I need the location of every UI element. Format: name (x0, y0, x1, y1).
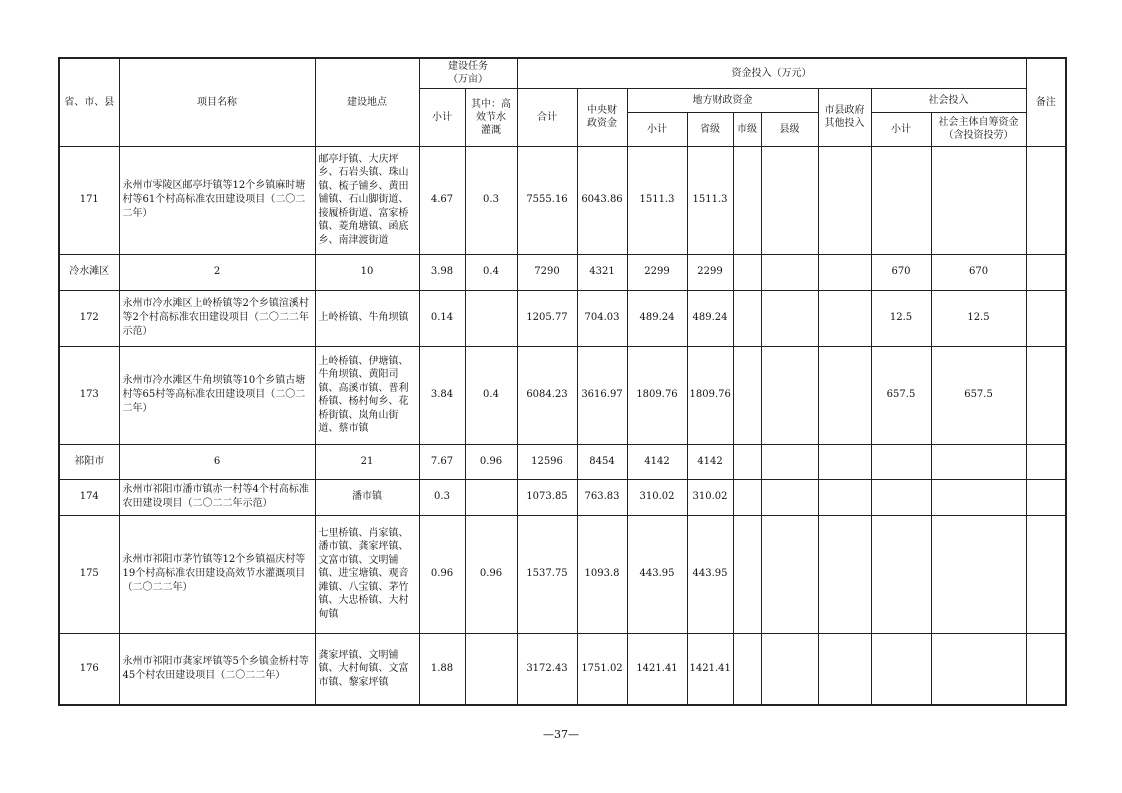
cell-total: 7555.16 (517, 146, 577, 254)
cell-county (761, 633, 818, 705)
cell-social-self (931, 444, 1026, 479)
cell-central: 1093.8 (577, 515, 627, 633)
cell-city (733, 254, 761, 290)
cell-local-subtotal: 443.95 (627, 515, 687, 633)
header-local-fiscal: 地方财政资金 (627, 88, 818, 112)
cell-remarks (1026, 444, 1066, 479)
cell-remarks (1026, 633, 1066, 705)
cell-central: 1751.02 (577, 633, 627, 705)
cell-local-subtotal: 489.24 (627, 290, 687, 346)
cell-social-subtotal (871, 444, 931, 479)
cell-other (818, 146, 871, 254)
table-row (59, 515, 1066, 633)
header-county-level: 县级 (761, 112, 818, 146)
cell-social-subtotal: 12.5 (871, 290, 931, 346)
cell-task-subtotal: 0.96 (419, 515, 465, 633)
cell-city (733, 479, 761, 515)
cell-social-self: 657.5 (931, 346, 1026, 444)
cell-provincial: 1421.41 (687, 633, 733, 705)
table-row (59, 346, 1066, 444)
cell-local-subtotal: 310.02 (627, 479, 687, 515)
cell-total: 1537.75 (517, 515, 577, 633)
cell-social-self (931, 146, 1026, 254)
table-row (59, 254, 1066, 290)
cell-location: 潘市镇 (315, 479, 419, 515)
cell-social-self (931, 479, 1026, 515)
header-region: 省、市、县 (59, 58, 119, 146)
cell-city (733, 444, 761, 479)
header-task-subtotal: 小计 (419, 88, 465, 146)
cell-task-efficient: 0.96 (465, 515, 517, 633)
cell-local-subtotal: 1511.3 (627, 146, 687, 254)
header-location: 建设地点 (315, 58, 419, 146)
cell-task-subtotal: 7.67 (419, 444, 465, 479)
cell-location: 上岭桥镇、牛角坝镇 (315, 290, 419, 346)
table-row (59, 633, 1066, 705)
cell-task-efficient (465, 290, 517, 346)
table-row (59, 146, 1066, 254)
cell-social-subtotal (871, 515, 931, 633)
cell-location-count: 21 (315, 444, 419, 479)
cell-project-name: 永州市零陵区邮亭圩镇等12个乡镇麻时塘村等61个村高标准农田建设项目（二〇二二年） (119, 146, 315, 254)
cell-city (733, 290, 761, 346)
cell-provincial: 310.02 (687, 479, 733, 515)
cell-social-self: 670 (931, 254, 1026, 290)
cell-social-subtotal (871, 633, 931, 705)
cell-location: 七里桥镇、肖家镇、潘市镇、龚家坪镇、文富市镇、文明铺镇、进宝塘镇、观音滩镇、八宝镇、茅竹镇、大忠桥镇、大村甸镇 (315, 515, 419, 633)
cell-region: 172 (59, 290, 119, 346)
cell-central: 704.03 (577, 290, 627, 346)
cell-provincial: 1511.3 (687, 146, 733, 254)
header-central: 中央财 政资金 (577, 88, 627, 146)
cell-remarks (1026, 346, 1066, 444)
cell-county (761, 346, 818, 444)
cell-local-subtotal: 1421.41 (627, 633, 687, 705)
cell-total: 6084.23 (517, 346, 577, 444)
cell-provincial: 1809.76 (687, 346, 733, 444)
cell-task-efficient: 0.4 (465, 254, 517, 290)
cell-region: 173 (59, 346, 119, 444)
cell-task-efficient: 0.96 (465, 444, 517, 479)
cell-task-subtotal: 3.98 (419, 254, 465, 290)
table-row (59, 479, 1066, 515)
header-project-name: 项目名称 (119, 58, 315, 146)
cell-total: 3172.43 (517, 633, 577, 705)
cell-task-subtotal: 3.84 (419, 346, 465, 444)
project-funding-table (58, 57, 1067, 706)
header-task: 建设任务 （万亩） (419, 58, 517, 88)
header-city-level: 市级 (733, 112, 761, 146)
header-local-subtotal: 小计 (627, 112, 687, 146)
cell-project-name: 永州市祁阳市茅竹镇等12个乡镇福庆村等19个村高标准农田建设高效节水灌溉项目（二〇二二年） (119, 515, 315, 633)
cell-total: 12596 (517, 444, 577, 479)
header-funds: 资金投入（万元） (517, 58, 1026, 88)
cell-provincial: 443.95 (687, 515, 733, 633)
cell-task-subtotal: 0.14 (419, 290, 465, 346)
cell-other (818, 633, 871, 705)
cell-other (818, 254, 871, 290)
cell-provincial: 489.24 (687, 290, 733, 346)
cell-social-subtotal (871, 146, 931, 254)
cell-social-subtotal (871, 479, 931, 515)
cell-social-self: 12.5 (931, 290, 1026, 346)
cell-city (733, 515, 761, 633)
table-row (59, 444, 1066, 479)
cell-local-subtotal: 2299 (627, 254, 687, 290)
cell-project-name: 永州市冷水滩区牛角坝镇等10个乡镇古塘村等65村等高标准农田建设项目（二〇二二年） (119, 346, 315, 444)
cell-project-name: 永州市冷水滩区上岭桥镇等2个乡镇渲溪村等2个村高标准农田建设项目（二〇二二年示范） (119, 290, 315, 346)
header-social: 社会投入 (871, 88, 1026, 112)
cell-region: 171 (59, 146, 119, 254)
cell-task-efficient: 0.4 (465, 346, 517, 444)
cell-project-count: 2 (119, 254, 315, 290)
table-row (59, 290, 1066, 346)
cell-other (818, 444, 871, 479)
cell-remarks (1026, 515, 1066, 633)
cell-county (761, 479, 818, 515)
header-funds-total: 合计 (517, 88, 577, 146)
cell-other (818, 479, 871, 515)
cell-city (733, 346, 761, 444)
cell-other (818, 290, 871, 346)
cell-total: 1205.77 (517, 290, 577, 346)
cell-central: 763.83 (577, 479, 627, 515)
cell-task-efficient: 0.3 (465, 146, 517, 254)
header-remarks: 备注 (1026, 58, 1066, 146)
page-number: —37— (543, 728, 579, 741)
cell-remarks (1026, 146, 1066, 254)
cell-task-efficient (465, 479, 517, 515)
cell-remarks (1026, 290, 1066, 346)
cell-location: 上岭桥镇、伊塘镇、牛角坝镇、黄阳司镇、高溪市镇、普利桥镇、杨村甸乡、花桥街镇、岚角山街道、蔡市镇 (315, 346, 419, 444)
cell-central: 6043.86 (577, 146, 627, 254)
cell-local-subtotal: 1809.76 (627, 346, 687, 444)
cell-location: 邮亭圩镇、大庆坪乡、石岩头镇、珠山镇、梳子铺乡、黄田铺镇、石山脚街道、接履桥街道、富家桥镇、菱角塘镇、函底乡、南津渡街道 (315, 146, 419, 254)
cell-region: 祁阳市 (59, 444, 119, 479)
cell-provincial: 2299 (687, 254, 733, 290)
cell-other (818, 515, 871, 633)
cell-region: 174 (59, 479, 119, 515)
cell-social-subtotal: 670 (871, 254, 931, 290)
cell-task-subtotal: 1.88 (419, 633, 465, 705)
cell-local-subtotal: 4142 (627, 444, 687, 479)
cell-total: 7290 (517, 254, 577, 290)
cell-region: 176 (59, 633, 119, 705)
cell-county (761, 254, 818, 290)
cell-social-self (931, 633, 1026, 705)
cell-social-subtotal: 657.5 (871, 346, 931, 444)
cell-project-name: 永州市祁阳市潘市镇赤一村等4个村高标准农田建设项目（二〇二二年示范） (119, 479, 315, 515)
cell-other (818, 346, 871, 444)
cell-provincial: 4142 (687, 444, 733, 479)
cell-county (761, 146, 818, 254)
cell-county (761, 444, 818, 479)
header-social-subtotal: 小计 (871, 112, 931, 146)
cell-central: 4321 (577, 254, 627, 290)
cell-task-subtotal: 0.3 (419, 479, 465, 515)
cell-project-count: 6 (119, 444, 315, 479)
cell-location-count: 10 (315, 254, 419, 290)
cell-remarks (1026, 254, 1066, 290)
cell-task-efficient (465, 633, 517, 705)
header-social-self: 社会主体自筹资金 （含投资投劳） (931, 112, 1026, 146)
cell-remarks (1026, 479, 1066, 515)
cell-county (761, 290, 818, 346)
cell-task-subtotal: 4.67 (419, 146, 465, 254)
cell-central: 8454 (577, 444, 627, 479)
header-task-efficient: 其中：高 效节水 灌溉 (465, 88, 517, 146)
header-provincial: 省级 (687, 112, 733, 146)
cell-central: 3616.97 (577, 346, 627, 444)
cell-total: 1073.85 (517, 479, 577, 515)
header-city-county-other: 市县政府 其他投入 (818, 88, 871, 146)
cell-project-name: 永州市祁阳市龚家坪镇等5个乡镇金桥村等45个村农田建设项目（二〇二二年） (119, 633, 315, 705)
cell-city (733, 146, 761, 254)
cell-city (733, 633, 761, 705)
cell-location: 龚家坪镇、文明铺镇、大村甸镇、文富市镇、黎家坪镇 (315, 633, 419, 705)
cell-region: 冷水滩区 (59, 254, 119, 290)
cell-county (761, 515, 818, 633)
cell-region: 175 (59, 515, 119, 633)
cell-social-self (931, 515, 1026, 633)
